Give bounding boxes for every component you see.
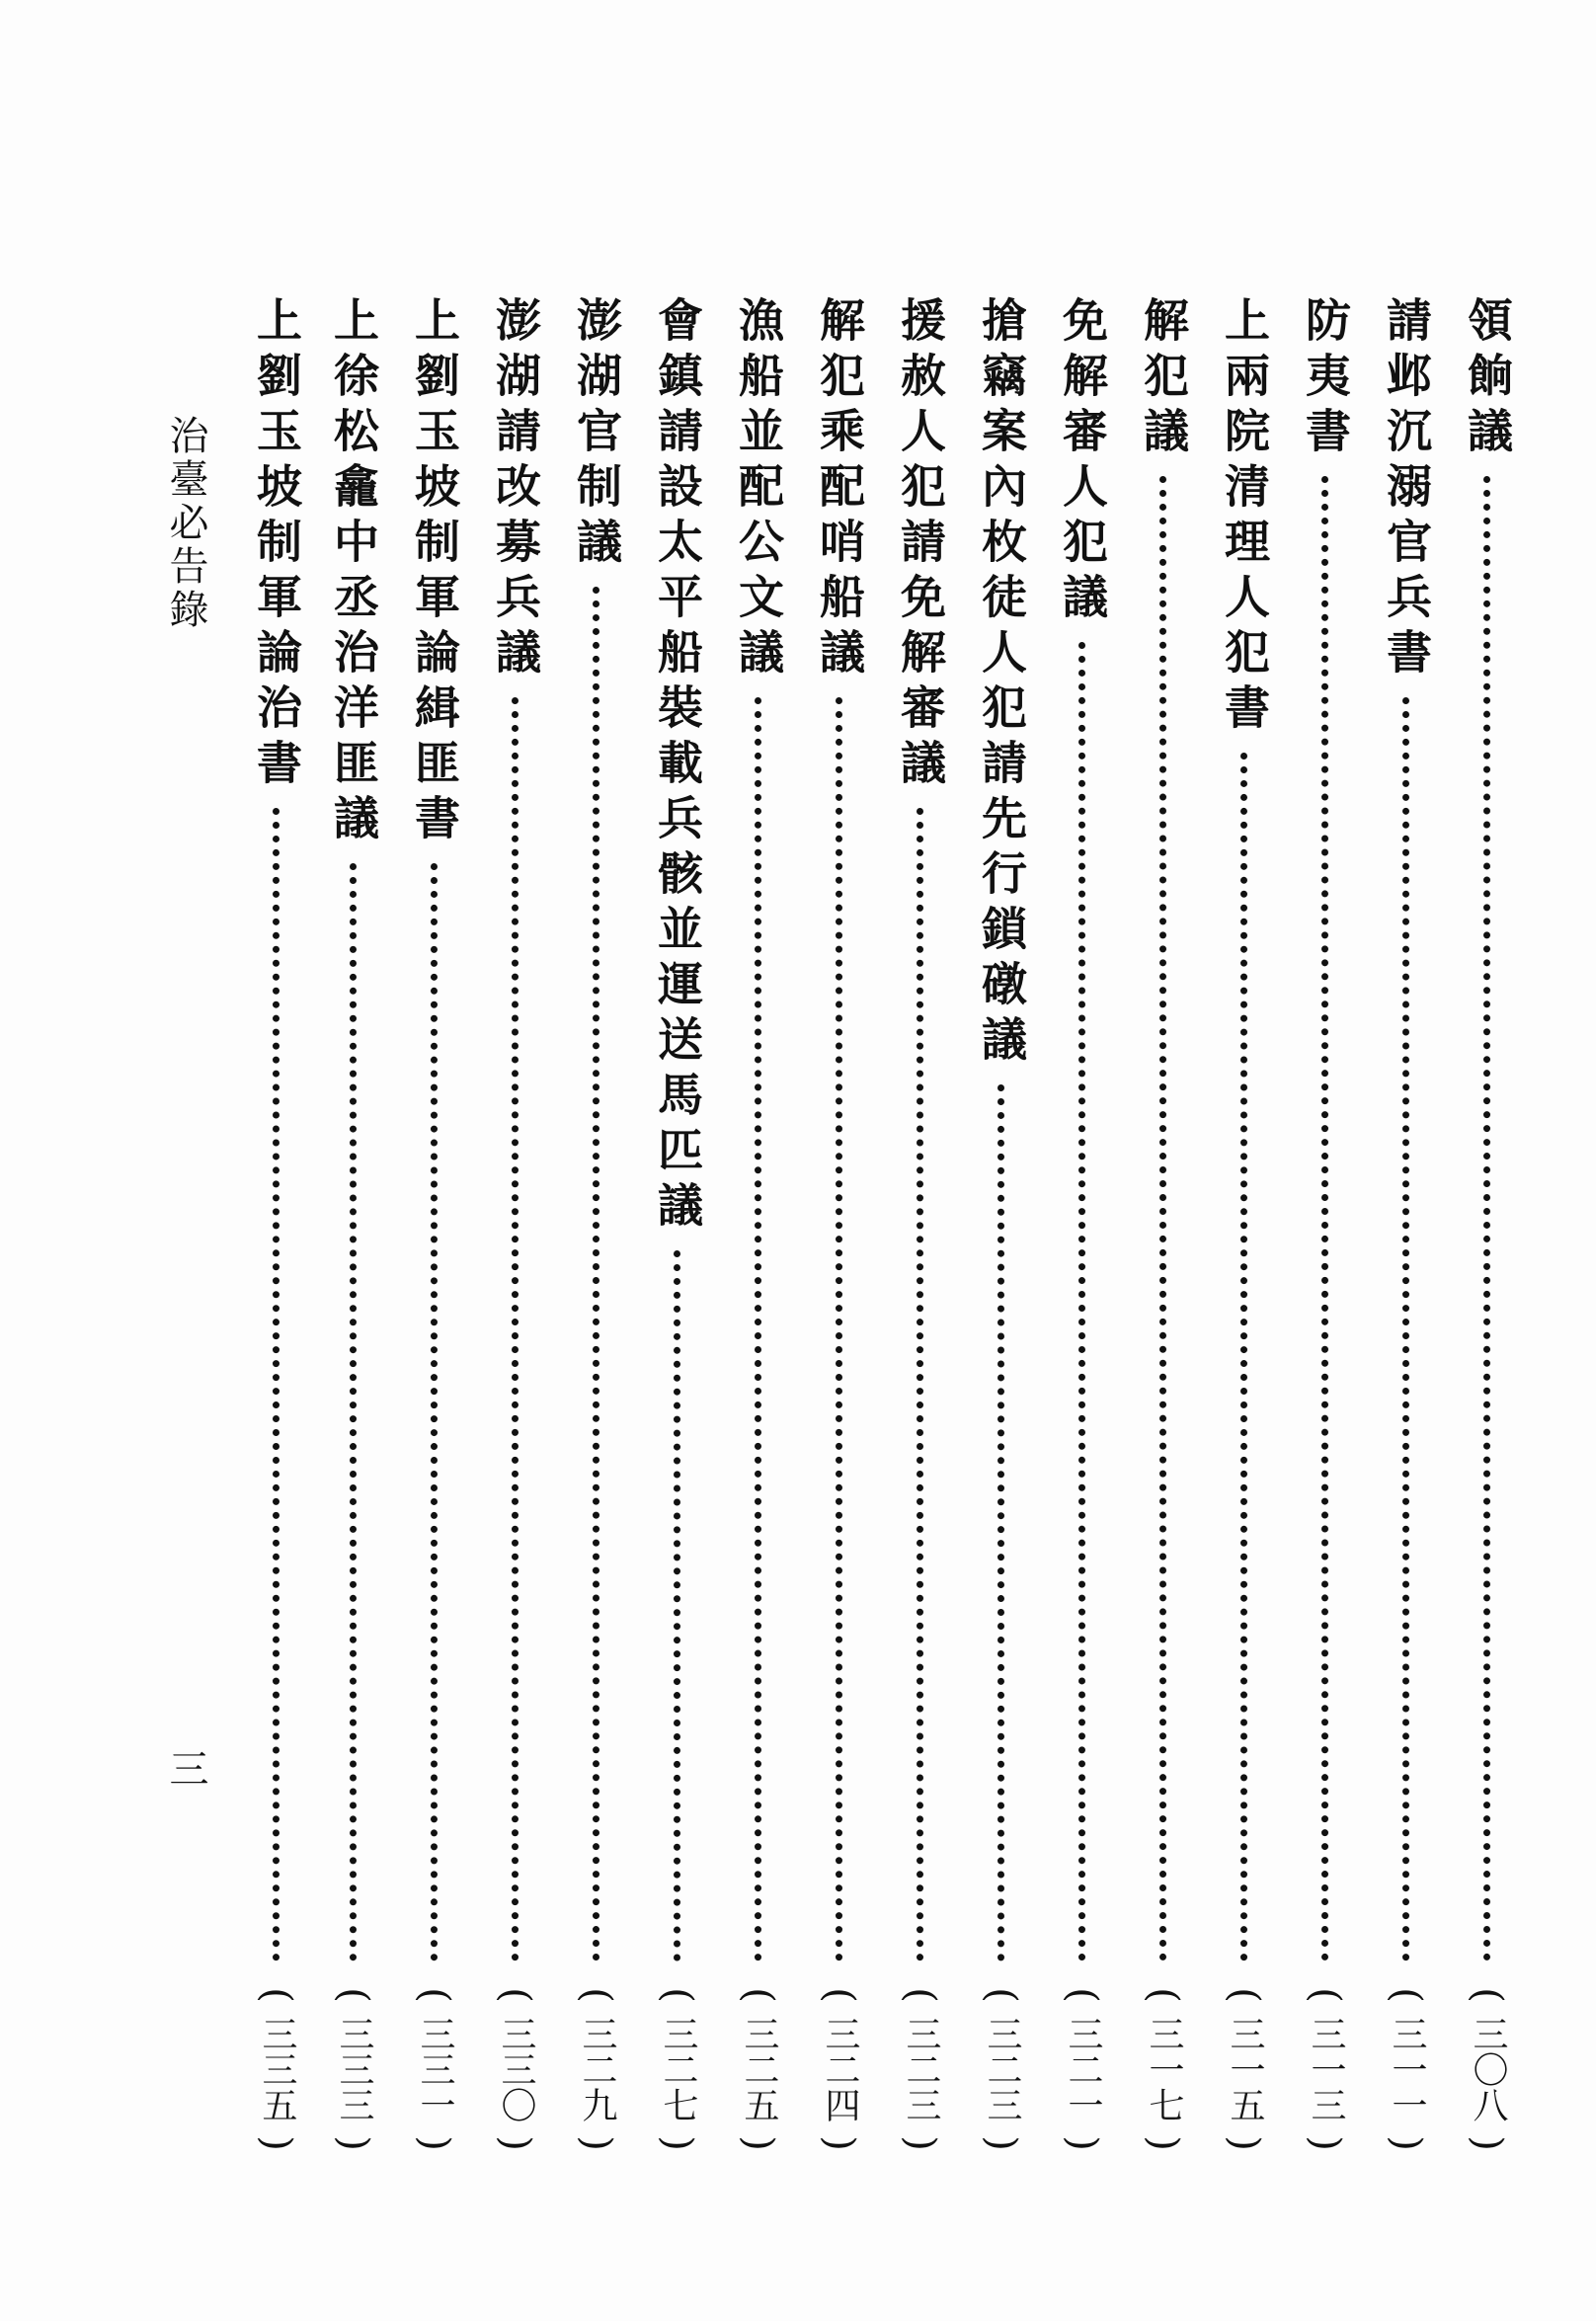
toc-entry-title: 解犯議 <box>1137 296 1190 462</box>
toc-entry-title: 上徐松龕中丞治洋匪議 <box>327 296 380 849</box>
open-paren: ( <box>1383 1987 1429 2003</box>
toc-entry <box>729 296 788 2163</box>
toc-entry-page-number: 三二三 <box>901 2016 941 2122</box>
leader-dots <box>1321 476 1328 1961</box>
toc-entry <box>891 296 950 2163</box>
leader-dots <box>431 863 438 1961</box>
leader-dots <box>674 1250 680 1961</box>
toc-entry-page-number: 三三〇 <box>496 2016 536 2122</box>
close-paren: ) <box>1383 2135 1429 2151</box>
toc-entry-page-number: 三二七 <box>658 2016 698 2122</box>
leader-dots <box>1483 476 1490 1961</box>
leader-dots <box>1402 697 1409 1961</box>
toc-entry-page-number: 三三三 <box>334 2016 374 2122</box>
leader-dots <box>917 808 923 1961</box>
toc-entry <box>1377 296 1436 2163</box>
toc-entry-page <box>247 1975 306 2163</box>
toc-entry <box>1458 296 1517 2163</box>
toc-entry <box>567 296 626 2163</box>
toc-entry <box>648 296 707 2163</box>
toc-entry-page-number: 三一五 <box>1225 2016 1265 2122</box>
close-paren: ) <box>1221 2135 1267 2151</box>
close-paren: ) <box>1302 2135 1348 2151</box>
open-paren: ( <box>253 1987 299 2003</box>
open-paren: ( <box>1302 1987 1348 2003</box>
close-paren: ) <box>735 2135 781 2151</box>
close-paren: ) <box>1464 2135 1510 2151</box>
toc-entry-title: 會鎮請設太平船裝載兵骸並運送馬匹議 <box>651 296 704 1237</box>
open-paren: ( <box>1464 1987 1510 2003</box>
leader-dots <box>350 863 357 1961</box>
leader-dots <box>273 808 279 1961</box>
toc-entry-page <box>972 1975 1031 2163</box>
toc-entry <box>405 296 464 2163</box>
toc-entry-page <box>891 1975 950 2163</box>
toc-entry-title: 領餉議 <box>1461 296 1514 462</box>
toc-entry-page <box>1215 1975 1274 2163</box>
open-paren: ( <box>411 1987 457 2003</box>
toc-entry-title: 漁船並配公文議 <box>732 296 785 683</box>
toc-entry-title: 上劉玉坡制軍論緝匪書 <box>408 296 461 849</box>
close-paren: ) <box>253 2135 299 2151</box>
open-paren: ( <box>573 1987 619 2003</box>
close-paren: ) <box>330 2135 376 2151</box>
toc-entry-page-number: 三三五 <box>257 2016 297 2122</box>
toc-entry-title: 搶竊案內枚徒人犯請先行鎖礅議 <box>975 296 1028 1071</box>
toc-entry <box>1053 296 1112 2163</box>
toc-entry-title: 上劉玉坡制軍論治書 <box>250 296 303 794</box>
leader-dots <box>836 697 842 1961</box>
toc-entry <box>810 296 869 2163</box>
close-paren: ) <box>492 2135 538 2151</box>
close-paren: ) <box>654 2135 700 2151</box>
toc-entry-page-number: 三一七 <box>1144 2016 1184 2122</box>
toc-entry-page <box>1377 1975 1436 2163</box>
toc-entry-title: 防夷書 <box>1299 296 1352 462</box>
toc-entry-page-number: 三二一 <box>1063 2016 1103 2122</box>
leader-dots <box>593 587 599 1961</box>
toc-entry-page-number: 三二五 <box>739 2016 779 2122</box>
open-paren: ( <box>1059 1987 1105 2003</box>
toc-entry-title: 解犯乘配哨船議 <box>813 296 866 683</box>
toc-entry-page-number: 三一一 <box>1387 2016 1427 2122</box>
open-paren: ( <box>816 1987 862 2003</box>
toc-entry-title: 澎湖請改募兵議 <box>489 296 542 683</box>
toc-entry-title: 上兩院清理人犯書 <box>1218 296 1271 739</box>
toc-entry <box>1296 296 1355 2163</box>
close-paren: ) <box>573 2135 619 2151</box>
toc-entry-page <box>486 1975 545 2163</box>
close-paren: ) <box>1140 2135 1186 2151</box>
open-paren: ( <box>492 1987 538 2003</box>
toc-entry-page <box>1296 1975 1355 2163</box>
running-title: 治臺必告錄 <box>163 415 208 632</box>
leader-dots <box>755 697 761 1961</box>
toc-entry-title: 援赦人犯請免解審議 <box>894 296 947 794</box>
open-paren: ( <box>735 1987 781 2003</box>
toc-entry <box>1215 296 1274 2163</box>
table-of-contents <box>247 296 1521 2163</box>
toc-entry <box>972 296 1031 2163</box>
close-paren: ) <box>411 2135 457 2151</box>
toc-entry-page-number: 三二九 <box>577 2016 617 2122</box>
toc-entry-page-number: 三一三 <box>1306 2016 1346 2122</box>
toc-entry-page-number: 三二四 <box>820 2016 860 2122</box>
open-paren: ( <box>1140 1987 1186 2003</box>
open-paren: ( <box>654 1987 700 2003</box>
toc-entry-page <box>405 1975 464 2163</box>
page-number: 三 <box>163 1748 208 1788</box>
toc-entry <box>1134 296 1193 2163</box>
toc-entry-page-number: 三三一 <box>415 2016 455 2122</box>
toc-entry-title: 請邺沉溺官兵書 <box>1380 296 1433 683</box>
toc-entry-page <box>729 1975 788 2163</box>
toc-entry-page <box>1134 1975 1193 2163</box>
leader-dots <box>1159 476 1166 1961</box>
toc-entry-title: 澎湖官制議 <box>570 296 623 573</box>
toc-entry-page <box>1458 1975 1517 2163</box>
toc-entry-page <box>324 1975 383 2163</box>
toc-entry-page <box>648 1975 707 2163</box>
toc-entry-page-number: 三〇八 <box>1468 2016 1508 2122</box>
toc-entry <box>324 296 383 2163</box>
toc-entry <box>247 296 306 2163</box>
toc-entry-page-number: 三二三 <box>982 2016 1022 2122</box>
leader-dots <box>1078 642 1085 1961</box>
open-paren: ( <box>897 1987 943 2003</box>
toc-entry <box>486 296 545 2163</box>
close-paren: ) <box>978 2135 1024 2151</box>
toc-entry-title: 免解審人犯議 <box>1056 296 1109 628</box>
leader-dots <box>1240 753 1247 1961</box>
leader-dots <box>512 697 519 1961</box>
open-paren: ( <box>978 1987 1024 2003</box>
close-paren: ) <box>897 2135 943 2151</box>
toc-entry-page <box>567 1975 626 2163</box>
open-paren: ( <box>1221 1987 1267 2003</box>
leader-dots <box>998 1084 1004 1961</box>
close-paren: ) <box>1059 2135 1105 2151</box>
open-paren: ( <box>330 1987 376 2003</box>
close-paren: ) <box>816 2135 862 2151</box>
toc-entry-page <box>1053 1975 1112 2163</box>
toc-entry-page <box>810 1975 869 2163</box>
